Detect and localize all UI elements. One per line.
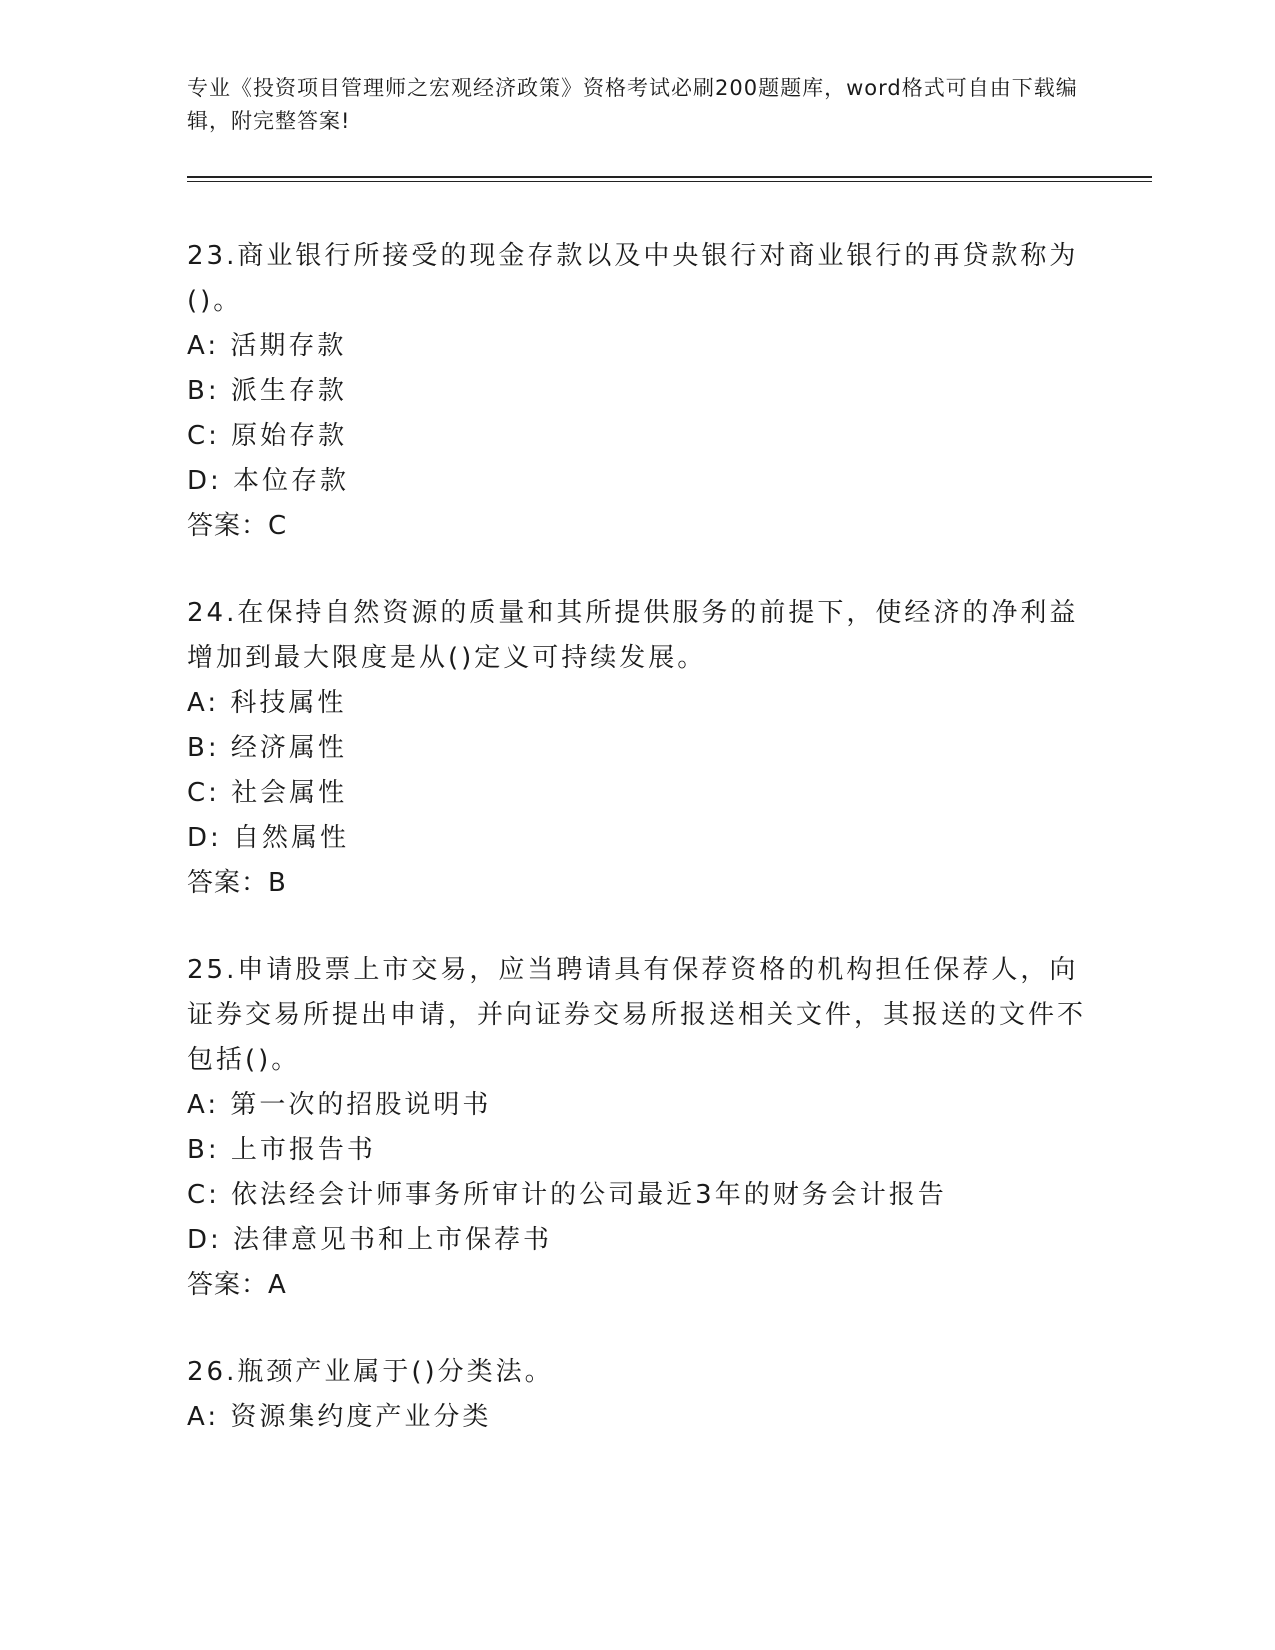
option-c: C: 原始存款 (187, 421, 348, 451)
question-24 (187, 591, 1087, 906)
question-stem: 24.在保持自然资源的质量和其所提供服务的前提下，使经济的净利益增加到最大限度是从()定义可持续发展。 (187, 598, 1079, 673)
answer-text: 答案：C (187, 511, 288, 541)
option-c: C: 社会属性 (187, 778, 348, 808)
option-b: B: 上市报告书 (187, 1135, 376, 1165)
answer-text: 答案：A (187, 1270, 287, 1300)
option-a: A: 科技属性 (187, 688, 347, 718)
option-b: B: 经济属性 (187, 733, 347, 763)
question-stem: 23.商业银行所接受的现金存款以及中央银行对商业银行的再贷款称为()。 (187, 241, 1079, 316)
option-d: D: 本位存款 (187, 466, 350, 496)
option-b: B: 派生存款 (187, 376, 347, 406)
question-stem: 26.瓶颈产业属于()分类法。 (187, 1357, 554, 1387)
option-c: C: 依法经会计师事务所审计的公司最近3年的财务会计报告 (187, 1180, 947, 1210)
question-stem: 25.申请股票上市交易，应当聘请具有保荐资格的机构担任保荐人，向证券交易所提出申请，并向证券交易所报送相关文件，其报送的文件不包括()。 (187, 955, 1087, 1075)
option-a: A: 资源集约度产业分类 (187, 1402, 492, 1432)
answer-text: 答案：B (187, 868, 287, 898)
option-d: D: 自然属性 (187, 823, 350, 853)
question-25 (187, 948, 1087, 1308)
header-divider-thick (187, 176, 1152, 178)
header-divider-thin (187, 181, 1152, 182)
option-d: D: 法律意见书和上市保荐书 (187, 1225, 553, 1255)
option-a: A: 第一次的招股说明书 (187, 1090, 492, 1120)
question-26 (187, 1350, 1087, 1440)
document-header: 专业《投资项目管理师之宏观经济政策》资格考试必刷200题题库，word格式可自由下载编辑，附完整答案! (187, 76, 1078, 133)
question-23 (187, 234, 1087, 549)
question-list (187, 234, 1087, 1482)
option-a: A: 活期存款 (187, 331, 347, 361)
